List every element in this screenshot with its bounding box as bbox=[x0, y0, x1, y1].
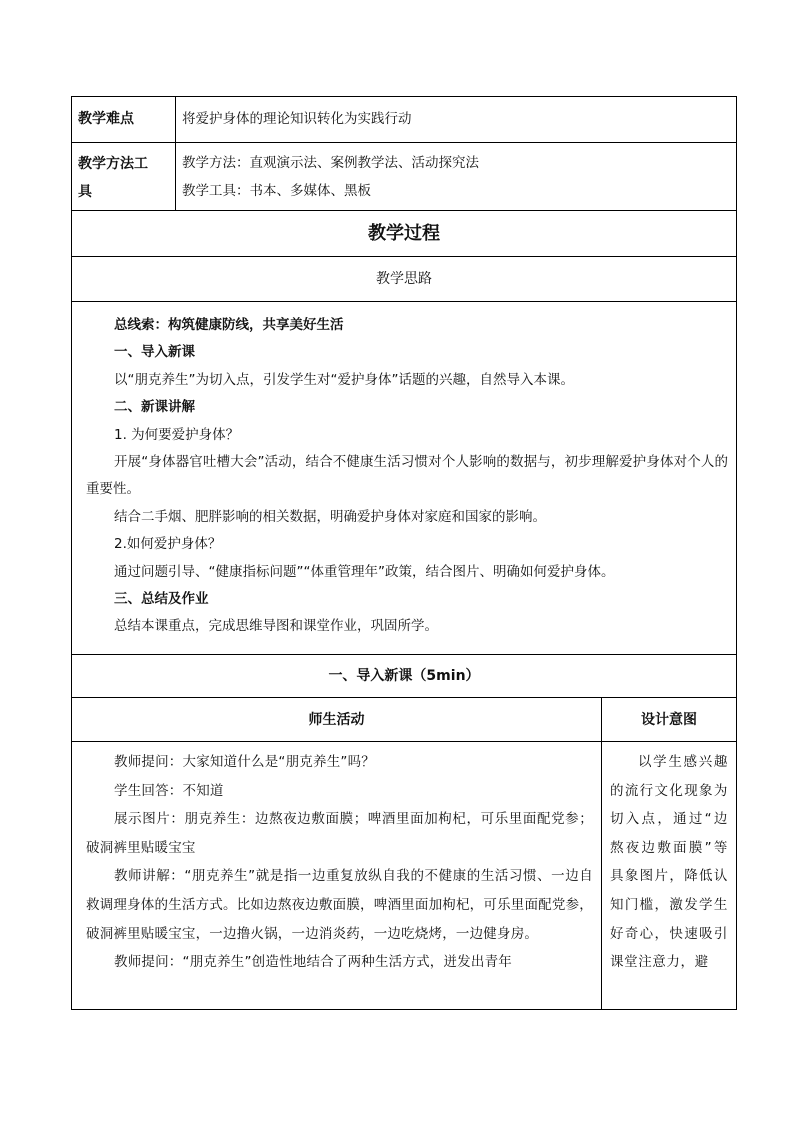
idea-line: 2.如何爱护身体？ bbox=[114, 536, 222, 553]
idea-line: 以“朋克养生”为切入点，引发学生对“爱护身体”话题的兴趣，自然导入本课。 bbox=[114, 371, 574, 388]
section-title: 一、导入新课（5min） bbox=[328, 668, 480, 684]
design-header-cell bbox=[602, 698, 736, 741]
activity-paragraph: 展示图片：朋克养生：边熬夜边敷面膜；啤酒里面加枸杞，可乐里面配党参；破洞裤里贴暖宝宝 bbox=[86, 811, 593, 856]
activity-paragraph: 学生回答：不知道 bbox=[114, 782, 224, 799]
activity-paragraph: 教师讲解：“朋克养生”就是指一边重复放纵自我的不健康的生活习惯、一边自救调理身体的生活方式。比如边熬夜边敷面膜，啤酒里面加枸杞，可乐里面配党参，破洞裤里贴暖宝宝，一边撸火锅，一边消炎药，一边吃烧烤，一边健身房。 bbox=[86, 868, 593, 942]
methods-row bbox=[72, 143, 736, 211]
activity-header-cell bbox=[72, 698, 602, 741]
section-title-row bbox=[72, 655, 736, 698]
design-intent-text: 以学生感兴趣的流行文化现象为切入点，通过“边熬夜边敷面膜”等具象图片，降低认知门槛，激发学生好奇心，快速吸引课堂注意力，避 bbox=[610, 754, 728, 971]
lesson-plan-table bbox=[71, 96, 737, 1010]
idea-line: 1. 为何要爱护身体？ bbox=[114, 426, 240, 443]
idea-line: 三、总结及作业 bbox=[114, 591, 209, 608]
methods-value bbox=[182, 143, 730, 205]
methods-label-line2: 具 bbox=[78, 184, 92, 200]
design-header: 设计意图 bbox=[641, 712, 697, 728]
methods-label-line1: 教学方法工 bbox=[78, 156, 148, 172]
process-row bbox=[72, 211, 736, 257]
idea-line: 总线索：构筑健康防线，共享美好生活 bbox=[114, 317, 344, 333]
idea-line: 二、新课讲解 bbox=[114, 399, 195, 416]
activities-list bbox=[72, 742, 601, 977]
methods-label bbox=[72, 143, 176, 210]
column-header-row bbox=[72, 698, 736, 742]
methods-line2: 教学工具：书本、多媒体、黑板 bbox=[182, 183, 371, 199]
idea-line: 一、导入新课 bbox=[114, 344, 195, 361]
ideas-title-row bbox=[72, 257, 736, 302]
activity-content-row bbox=[72, 742, 736, 1010]
activity-header: 师生活动 bbox=[308, 712, 365, 728]
idea-line: 开展“身体器官吐槽大会”活动，结合不健康生活习惯对个人影响的数据与，初步理解爱护身体对个人的重要性。 bbox=[86, 454, 728, 498]
idea-line: 总结本课重点，完成思维导图和课堂作业，巩固所学。 bbox=[114, 618, 438, 635]
design-cell bbox=[602, 742, 736, 1010]
activity-cell bbox=[72, 742, 602, 1010]
process-title: 教学过程 bbox=[368, 223, 440, 244]
activity-paragraph: 教师提问：“朋克养生”创造性地结合了两种生活方式，迸发出青年 bbox=[114, 954, 512, 971]
difficulty-row bbox=[72, 97, 736, 143]
difficulty-value: 将爱护身体的理论知识转化为实践行动 bbox=[182, 111, 412, 127]
idea-line: 通过问题引导、“健康指标问题”“体重管理年”政策，结合图片、明确如何爱护身体。 bbox=[114, 563, 615, 580]
difficulty-label: 教学难点 bbox=[72, 97, 176, 142]
ideas-list bbox=[72, 302, 736, 641]
methods-line1: 教学方法：直观演示法、案例教学法、活动探究法 bbox=[182, 155, 479, 171]
idea-line: 结合二手烟、肥胖影响的相关数据，明确爱护身体对家庭和国家的影响。 bbox=[114, 508, 546, 525]
ideas-title: 教学思路 bbox=[376, 271, 432, 287]
activity-paragraph: 教师提问：大家知道什么是“朋克养生”吗？ bbox=[114, 754, 375, 770]
ideas-content-row bbox=[72, 302, 736, 655]
